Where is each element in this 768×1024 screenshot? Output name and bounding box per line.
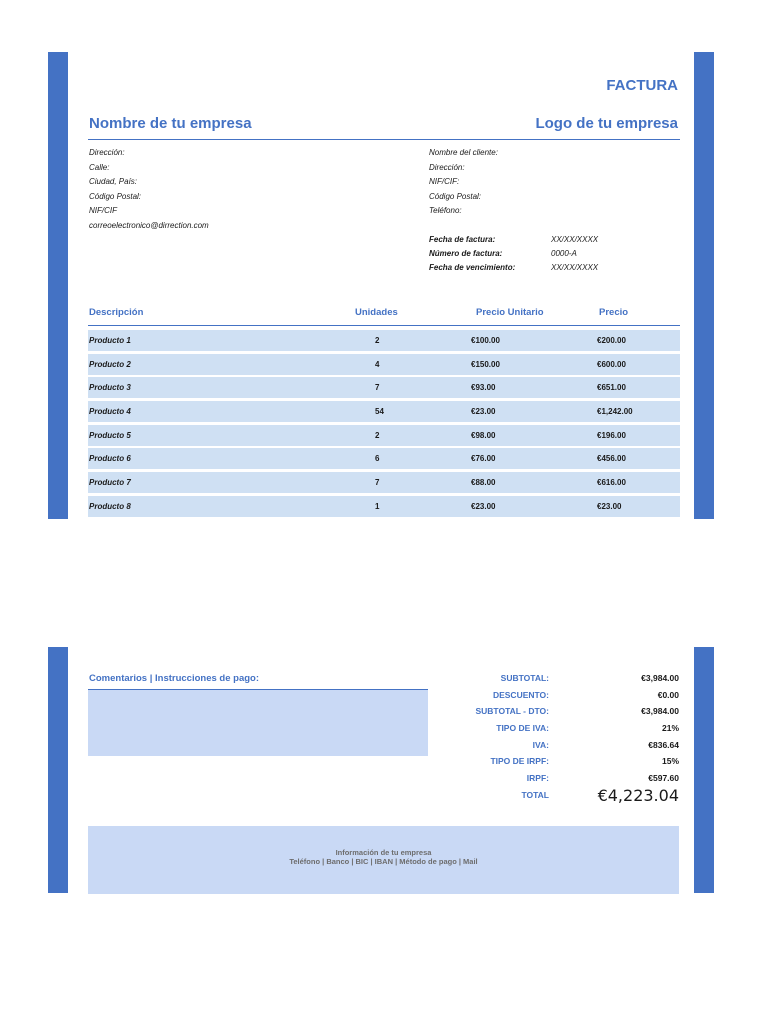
- irpf-rate-value: 15%: [661, 756, 679, 767]
- sender-info: [89, 146, 209, 233]
- sender-line: Dirección:: [89, 148, 125, 157]
- subtotal-after-discount-value: €3,984.00: [641, 706, 679, 717]
- table-row: [88, 472, 680, 493]
- total-row: [440, 785, 680, 806]
- item-description: Producto 1: [89, 336, 131, 345]
- sender-line: Calle:: [89, 162, 110, 172]
- irpf-label: IRPF:: [526, 773, 549, 784]
- right-accent-bar-top: [694, 52, 714, 519]
- invoice-meta: [429, 233, 598, 275]
- item-price: €616.00: [597, 478, 626, 488]
- item-price: €1,242.00: [597, 407, 633, 417]
- invoice-number-label: Número de factura:: [429, 249, 503, 258]
- item-price: €456.00: [597, 454, 626, 464]
- item-unit-price: €76.00: [471, 454, 496, 464]
- item-price: €600.00: [597, 359, 626, 369]
- item-description: Producto 6: [89, 454, 131, 464]
- sender-line: Código Postal:: [89, 191, 142, 201]
- table-header-divider: [88, 325, 680, 326]
- item-units: 54: [375, 407, 384, 417]
- table-row: [88, 425, 680, 446]
- item-units: 7: [375, 478, 380, 488]
- item-description: Producto 5: [89, 430, 131, 440]
- item-description: Producto 4: [89, 407, 131, 417]
- item-unit-price: €23.00: [471, 501, 496, 511]
- vat-row: [440, 739, 680, 756]
- sender-email: correoelectronico@dirrection.com: [89, 220, 209, 230]
- right-accent-bar-bottom: [694, 647, 714, 893]
- subtotal-row: [440, 672, 680, 689]
- table-row: [88, 401, 680, 422]
- item-units: 1: [375, 501, 380, 511]
- client-info: [429, 146, 498, 219]
- client-line: Nombre del cliente:: [429, 148, 498, 157]
- table-row: [88, 377, 680, 398]
- irpf-rate-row: [440, 755, 680, 772]
- item-price: €196.00: [597, 430, 626, 440]
- table-row: [88, 448, 680, 469]
- item-units: 4: [375, 359, 380, 369]
- subtotal-after-discount-row: [440, 705, 680, 722]
- due-date-row: [429, 261, 598, 275]
- table-row: [88, 496, 680, 517]
- total-value: €4,223.04: [597, 785, 679, 805]
- item-unit-price: €100.00: [471, 336, 500, 345]
- item-units: 7: [375, 383, 380, 393]
- invoice-date-label: Fecha de factura:: [429, 235, 496, 244]
- item-description: Producto 7: [89, 478, 131, 488]
- totals-block: [440, 672, 680, 806]
- document-title: FACTURA: [606, 77, 678, 94]
- vat-rate-label: TIPO DE IVA:: [496, 723, 549, 734]
- subtotal-value: €3,984.00: [641, 673, 679, 683]
- subtotal-label: SUBTOTAL:: [500, 673, 549, 683]
- item-description: Producto 3: [89, 383, 131, 393]
- invoice-number-row: [429, 247, 598, 261]
- comments-title: Comentarios | Instrucciones de pago:: [89, 673, 259, 684]
- irpf-rate-label: TIPO DE IRPF:: [490, 756, 549, 767]
- col-header-unit-price: Precio Unitario: [476, 307, 544, 318]
- vat-label: IVA:: [532, 739, 549, 750]
- due-date-label: Fecha de vencimiento:: [429, 263, 516, 272]
- client-line: Dirección:: [429, 162, 465, 172]
- discount-row: [440, 689, 680, 706]
- discount-value: €0.00: [657, 689, 679, 700]
- left-accent-bar-top: [48, 52, 68, 519]
- items-table-body: [88, 330, 680, 520]
- left-accent-bar-bottom: [48, 647, 68, 893]
- item-unit-price: €98.00: [471, 430, 496, 440]
- invoice-date-value: XX/XX/XXXX: [551, 235, 599, 244]
- subtotal-after-discount-label: SUBTOTAL - DTO:: [475, 706, 549, 717]
- item-price: €23.00: [597, 501, 622, 511]
- client-line: Teléfono:: [429, 206, 462, 215]
- company-info-footer: [88, 826, 679, 894]
- client-line: NIF/CIF:: [429, 177, 460, 186]
- company-logo-placeholder: Logo de tu empresa: [535, 115, 678, 132]
- discount-label: DESCUENTO:: [492, 689, 549, 700]
- col-header-description: Descripción: [89, 307, 144, 318]
- vat-rate-value: 21%: [661, 723, 679, 734]
- item-price: €651.00: [597, 383, 626, 393]
- total-label: TOTAL: [521, 789, 549, 800]
- irpf-value: €597.60: [648, 773, 679, 784]
- comments-box[interactable]: [88, 689, 428, 756]
- item-units: 6: [375, 454, 380, 464]
- item-description: Producto 2: [89, 359, 131, 369]
- sender-line: Ciudad, País:: [89, 177, 138, 186]
- item-unit-price: €150.00: [471, 359, 500, 369]
- table-row: [88, 330, 680, 351]
- company-name: Nombre de tu empresa: [89, 115, 252, 132]
- header-divider: [88, 139, 680, 140]
- vat-value: €836.64: [648, 739, 679, 750]
- footer-title: Información de tu empresa: [335, 848, 432, 857]
- item-unit-price: €23.00: [471, 407, 496, 417]
- client-line: Código Postal:: [429, 191, 482, 201]
- col-header-price: Precio: [599, 307, 629, 318]
- invoice-number-value: 0000-A: [551, 249, 577, 258]
- item-unit-price: €93.00: [471, 383, 496, 393]
- item-units: 2: [375, 430, 380, 440]
- table-row: [88, 354, 680, 375]
- col-header-units: Unidades: [355, 307, 398, 318]
- due-date-value: XX/XX/XXXX: [551, 263, 599, 272]
- item-units: 2: [375, 336, 380, 345]
- item-unit-price: €88.00: [471, 478, 496, 488]
- vat-rate-row: [440, 722, 680, 739]
- item-price: €200.00: [597, 336, 626, 345]
- item-description: Producto 8: [89, 501, 131, 511]
- sender-line: NIF/CIF: [89, 206, 117, 215]
- invoice-date-row: [429, 233, 598, 247]
- footer-details: Teléfono | Banco | BIC | IBAN | Método de pago | Mail: [289, 857, 478, 866]
